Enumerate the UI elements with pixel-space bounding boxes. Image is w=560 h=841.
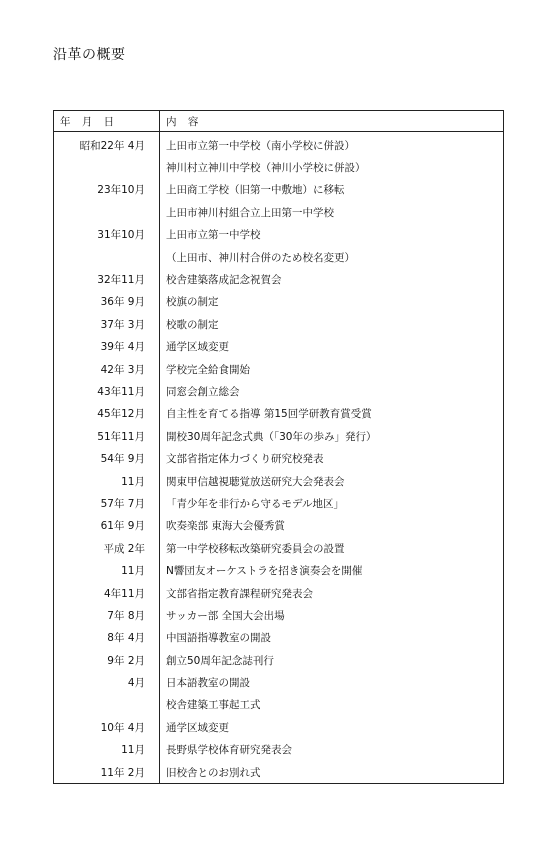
row-content: 上田市立第一中学校（南小学校に併設） <box>166 139 355 152</box>
content-column-header: 内 容 <box>160 111 504 132</box>
row-date: 51年11月 <box>54 425 160 447</box>
row-date: 10年 4月 <box>54 716 160 738</box>
table-header-row <box>54 111 504 132</box>
table-row <box>54 492 504 514</box>
table-row <box>54 671 504 693</box>
table-row <box>54 425 504 447</box>
row-date: 11月 <box>54 739 160 761</box>
table-row <box>54 313 504 335</box>
row-date <box>54 694 160 716</box>
row-date: 36年 9月 <box>54 291 160 313</box>
table-row <box>54 224 504 246</box>
table-row <box>54 761 504 784</box>
row-content: 長野県学校体育研究発表会 <box>166 744 292 757</box>
row-date: 8年 4月 <box>54 627 160 649</box>
row-content: 上田市神川村組合立上田第一中学校 <box>166 206 334 219</box>
row-date: 42年 3月 <box>54 358 160 380</box>
table-row <box>54 716 504 738</box>
row-content: 文部省指定教育課程研究発表会 <box>166 587 313 600</box>
row-content: 上田商工学校（旧第一中敷地）に移転 <box>166 184 345 197</box>
table-row <box>54 447 504 469</box>
row-date: 43年11月 <box>54 380 160 402</box>
row-date: 7年 8月 <box>54 604 160 626</box>
table-row <box>54 336 504 358</box>
date-column-header: 年 月 日 <box>54 111 160 132</box>
row-content: N響団友オーケストラを招き演奏会を開催 <box>166 565 363 578</box>
row-content: 開校30周年記念式典（「30年の歩み」発行） <box>166 430 377 443</box>
row-content: 吹奏楽部 東海大会優秀賞 <box>166 520 285 533</box>
row-content: 「青少年を非行から守るモデル地区」 <box>166 497 344 510</box>
row-date: 39年 4月 <box>54 336 160 358</box>
row-date: 昭和22年 4月 <box>54 132 160 157</box>
row-content: 同窓会創立総会 <box>166 385 240 398</box>
table-row <box>54 358 504 380</box>
row-content: 通学区域変更 <box>166 341 229 354</box>
table-row <box>54 515 504 537</box>
row-content: 文部省指定体力づくり研究校発表 <box>166 453 324 466</box>
row-content: 通学区域変更 <box>166 721 229 734</box>
table-row <box>54 604 504 626</box>
row-date: 平成 2年 <box>54 537 160 559</box>
history-table-body <box>54 132 504 784</box>
row-date <box>54 246 160 268</box>
row-content: 関東甲信越視聴覚放送研究大会発表会 <box>166 475 345 488</box>
table-row <box>54 268 504 290</box>
row-content: （上田市、神川村合併のため校名変更） <box>166 251 355 264</box>
table-row <box>54 649 504 671</box>
row-content: サッカー部 全国大会出場 <box>166 609 285 622</box>
row-content: 旧校舎とのお別れ式 <box>166 766 261 779</box>
row-date: 45年12月 <box>54 403 160 425</box>
table-row <box>54 537 504 559</box>
table-row <box>54 694 504 716</box>
row-date: 23年10月 <box>54 179 160 201</box>
table-row <box>54 627 504 649</box>
table-row <box>54 470 504 492</box>
table-row <box>54 179 504 201</box>
row-content: 第一中学校移転改築研究委員会の設置 <box>166 542 345 555</box>
row-content: 校舎建築落成記念祝賀会 <box>166 274 282 287</box>
table-row <box>54 739 504 761</box>
row-content: 学校完全給食開始 <box>166 363 250 376</box>
row-content: 日本語教室の開設 <box>166 677 250 690</box>
table-row <box>54 559 504 581</box>
history-table <box>53 110 504 784</box>
table-row <box>54 380 504 402</box>
row-content: 上田市立第一中学校 <box>166 229 261 242</box>
row-date: 9年 2月 <box>54 649 160 671</box>
page-title: 沿革の概要 <box>53 47 126 63</box>
row-date: 32年11月 <box>54 268 160 290</box>
table-row <box>54 403 504 425</box>
table-row <box>54 291 504 313</box>
table-row <box>54 132 504 157</box>
row-date: 11月 <box>54 470 160 492</box>
row-date: 37年 3月 <box>54 313 160 335</box>
row-date <box>54 201 160 223</box>
row-content: 神川村立神川中学校（神川小学校に併設） <box>166 162 366 175</box>
row-content: 創立50周年記念誌刊行 <box>166 654 274 667</box>
table-row <box>54 201 504 223</box>
table-row <box>54 246 504 268</box>
row-content: 校旗の制定 <box>166 296 219 309</box>
row-date: 11月 <box>54 559 160 581</box>
row-date: 4月 <box>54 671 160 693</box>
row-date: 11年 2月 <box>54 761 160 784</box>
table-row <box>54 582 504 604</box>
row-date: 57年 7月 <box>54 492 160 514</box>
row-content: 校舎建築工事起工式 <box>166 699 261 712</box>
row-content: 自主性を育てる指導 第15回学研教育賞受賞 <box>166 408 372 421</box>
row-content: 中国語指導教室の開設 <box>166 632 271 645</box>
row-date: 54年 9月 <box>54 447 160 469</box>
row-date: 31年10月 <box>54 224 160 246</box>
row-date <box>54 156 160 178</box>
row-content: 校歌の制定 <box>166 318 219 331</box>
table-row <box>54 156 504 178</box>
row-date: 4年11月 <box>54 582 160 604</box>
row-date: 61年 9月 <box>54 515 160 537</box>
